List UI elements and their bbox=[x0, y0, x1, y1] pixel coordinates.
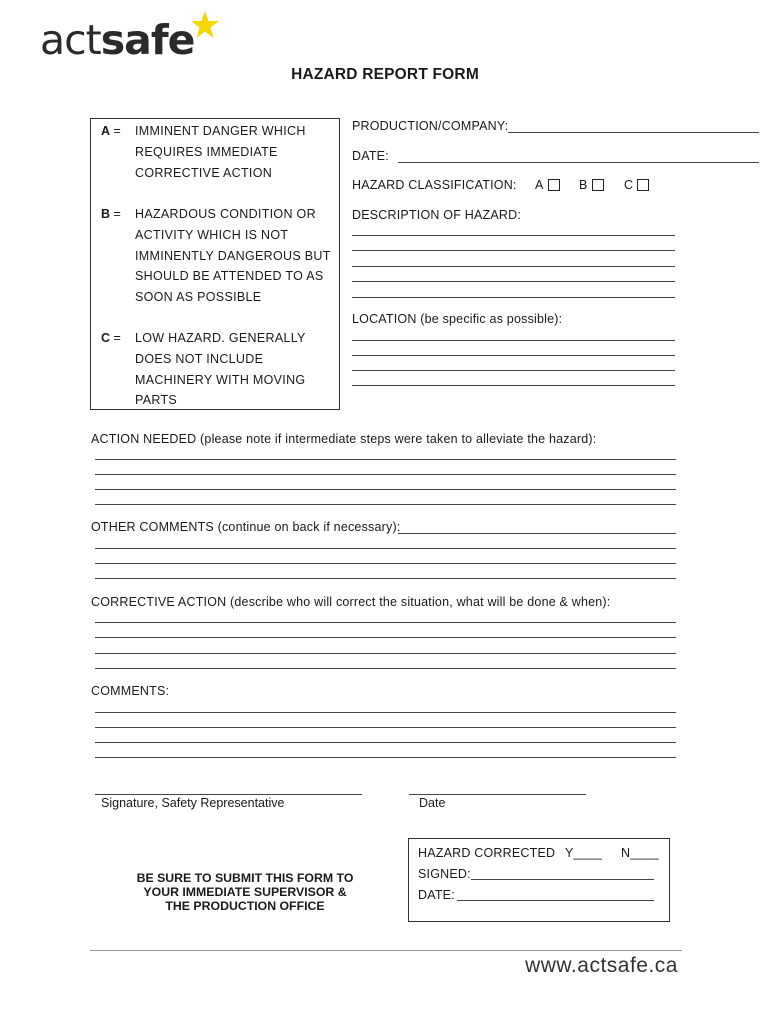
location-line[interactable] bbox=[352, 355, 675, 356]
class-a-line: REQUIRES IMMEDIATE bbox=[135, 144, 278, 159]
corrective-action-label: CORRECTIVE ACTION (describe who will correct the situation, what will be done & when): bbox=[91, 595, 611, 609]
actsafe-logo bbox=[40, 14, 240, 70]
class-a-line: IMMINENT DANGER WHICH bbox=[135, 124, 306, 138]
signature-date-line[interactable] bbox=[409, 794, 586, 795]
class-a-key: A bbox=[101, 124, 111, 138]
option-a-label: A bbox=[535, 178, 544, 192]
other-comments-line[interactable] bbox=[398, 533, 676, 534]
class-c-line: MACHINERY WITH MOVING bbox=[135, 372, 306, 387]
hazard-corrected-box bbox=[408, 838, 670, 922]
notice-line: YOUR IMMEDIATE SUPERVISOR & bbox=[143, 885, 347, 899]
corrected-signed-line[interactable] bbox=[471, 879, 654, 880]
corrected-date-line[interactable] bbox=[457, 900, 654, 901]
action-needed-line[interactable] bbox=[95, 474, 676, 475]
signature-label: Signature, Safety Representative bbox=[101, 796, 285, 810]
class-c-key: C bbox=[101, 331, 111, 345]
comments-line[interactable] bbox=[95, 757, 676, 758]
class-c-line: DOES NOT INCLUDE bbox=[135, 351, 264, 366]
description-line[interactable] bbox=[352, 281, 675, 282]
date-label: DATE: bbox=[352, 149, 389, 163]
hazard-corrected-yes[interactable]: Y____ bbox=[565, 846, 603, 860]
corrective-action-line[interactable] bbox=[95, 622, 676, 623]
corrective-action-line[interactable] bbox=[95, 637, 676, 638]
option-b-label: B bbox=[579, 178, 588, 192]
signature-date-label: Date bbox=[419, 796, 446, 810]
action-needed-line[interactable] bbox=[95, 459, 676, 460]
submission-notice bbox=[100, 871, 390, 913]
action-needed-label: ACTION NEEDED (please note if intermediate steps were taken to alleviate the hazard): bbox=[91, 432, 597, 446]
class-b-line: SOON AS POSSIBLE bbox=[135, 290, 262, 305]
corrective-action-line[interactable] bbox=[95, 653, 676, 654]
corrected-signed-label: SIGNED: bbox=[418, 867, 471, 881]
corrected-date-label: DATE: bbox=[418, 888, 455, 902]
logo-act-text: act bbox=[40, 16, 101, 64]
action-needed-line[interactable] bbox=[95, 504, 676, 505]
location-label: LOCATION (be specific as possible): bbox=[352, 312, 563, 326]
option-c bbox=[624, 178, 649, 192]
description-line[interactable] bbox=[352, 266, 675, 267]
class-c-line: PARTS bbox=[135, 393, 178, 408]
action-needed-line[interactable] bbox=[95, 489, 676, 490]
class-b-key: B bbox=[101, 207, 111, 221]
form-title: HAZARD REPORT FORM bbox=[291, 66, 479, 83]
production-company-label: PRODUCTION/COMPANY: bbox=[352, 119, 509, 133]
classification-legend: A = IMMINENT DANGER WHICH REQUIRES IMMEDIATE CORRECTIVE ACTION B = HAZARDOUS CONDITION OR ACTIVITY WHICH IS NOT IMMINENTLY DANGEROUS BUT SHOULD BE ATTENDED TO AS SOON AS POSSIBLE C = LOW HAZARD. GENERALLY DOES NOT INCLUDE MACHINERY WITH MOVING PARTS bbox=[90, 118, 340, 410]
other-comments-label: OTHER COMMENTS (continue on back if necessary): bbox=[91, 520, 401, 534]
notice-line: THE PRODUCTION OFFICE bbox=[165, 899, 325, 913]
comments-line[interactable] bbox=[95, 742, 676, 743]
option-c-label: C bbox=[624, 178, 634, 192]
location-line[interactable] bbox=[352, 370, 675, 371]
checkbox-a[interactable] bbox=[548, 179, 560, 191]
class-b-line: SHOULD BE ATTENDED TO AS bbox=[135, 269, 324, 284]
description-line[interactable] bbox=[352, 297, 675, 298]
other-comments-line[interactable] bbox=[95, 548, 676, 549]
description-line[interactable] bbox=[352, 235, 675, 236]
hazard-corrected-no[interactable]: N____ bbox=[621, 846, 659, 860]
comments-label: COMMENTS: bbox=[91, 684, 170, 698]
location-line[interactable] bbox=[352, 340, 675, 341]
class-b-line: IMMINENTLY DANGEROUS BUT bbox=[135, 248, 331, 263]
class-b-line: ACTIVITY WHICH IS NOT bbox=[135, 227, 289, 242]
checkbox-b[interactable] bbox=[592, 179, 604, 191]
star-icon bbox=[190, 10, 220, 40]
checkbox-c[interactable] bbox=[637, 179, 649, 191]
hazard-corrected-label: HAZARD CORRECTED bbox=[418, 846, 556, 860]
other-comments-line[interactable] bbox=[95, 563, 676, 564]
description-label: DESCRIPTION OF HAZARD: bbox=[352, 208, 521, 222]
corrective-action-line[interactable] bbox=[95, 668, 676, 669]
description-line[interactable] bbox=[352, 250, 675, 251]
option-a bbox=[535, 178, 560, 192]
class-b-line: HAZARDOUS CONDITION OR bbox=[135, 207, 316, 221]
class-a-line: CORRECTIVE ACTION bbox=[135, 165, 273, 180]
logo-safe-text: safe bbox=[100, 16, 195, 64]
class-c-line: LOW HAZARD. GENERALLY bbox=[135, 331, 306, 345]
comments-line[interactable] bbox=[95, 727, 676, 728]
signature-line[interactable] bbox=[95, 794, 362, 795]
option-b bbox=[579, 178, 604, 192]
date-field[interactable] bbox=[398, 162, 759, 163]
hazard-classification-label: HAZARD CLASSIFICATION: bbox=[352, 178, 517, 192]
comments-line[interactable] bbox=[95, 712, 676, 713]
notice-line: BE SURE TO SUBMIT THIS FORM TO bbox=[136, 871, 354, 885]
location-line[interactable] bbox=[352, 385, 675, 386]
other-comments-line[interactable] bbox=[95, 578, 676, 579]
footer-url[interactable]: www.actsafe.ca bbox=[525, 954, 678, 977]
production-company-field[interactable] bbox=[508, 132, 759, 133]
footer-divider bbox=[90, 950, 682, 951]
